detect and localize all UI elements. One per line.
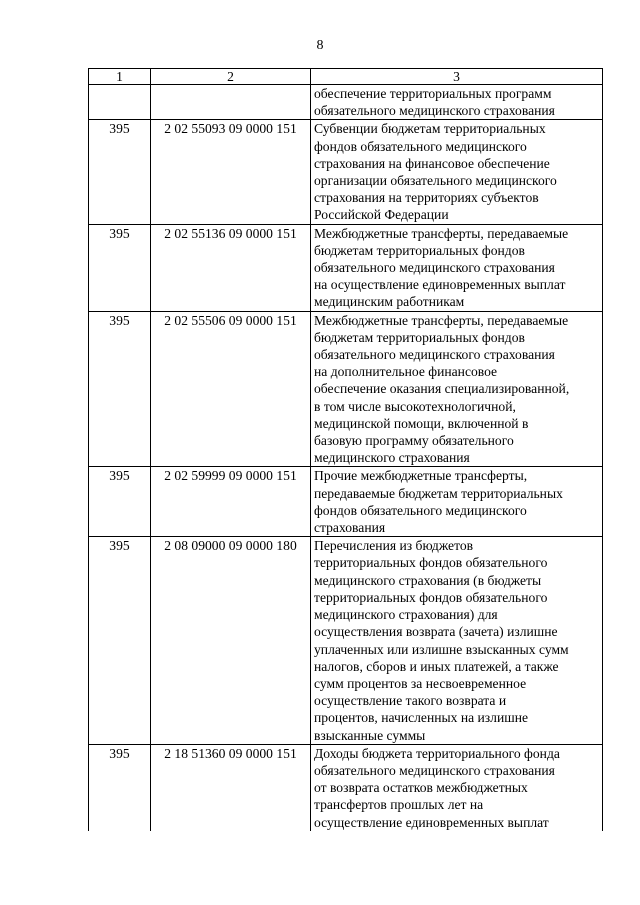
page-number: 8 — [316, 38, 324, 53]
description-cell — [311, 467, 603, 537]
column-header-1: 1 — [89, 69, 151, 85]
description-line: передаваемые бюджетам территориальных — [314, 485, 563, 501]
description-line: медицинского страхования — [314, 450, 470, 466]
description-line: Прочие межбюджетные трансферты, — [314, 468, 528, 484]
description-line: Субвенции бюджетам территориальных — [314, 121, 546, 137]
table-row — [89, 311, 603, 467]
budget-code-cell: 2 02 55136 09 0000 151 — [151, 224, 311, 311]
budget-code-cell — [151, 85, 311, 120]
description-line: осуществление единовременных выплат — [314, 814, 549, 830]
table-body — [89, 85, 603, 831]
admin-code-cell — [89, 85, 151, 120]
description-cell — [311, 744, 603, 831]
description-line: Российской Федерации — [314, 207, 449, 223]
description-line: фондов обязательного медицинского — [314, 502, 527, 518]
table-row — [89, 467, 603, 537]
description-line: осуществления возврата (зачета) излишне — [314, 624, 558, 640]
budget-code-cell: 2 02 55506 09 0000 151 — [151, 311, 311, 467]
description-line: организации обязательного медицинского — [314, 173, 557, 189]
description-line: обязательного медицинского страхования — [314, 762, 555, 778]
budget-classification-table — [88, 68, 603, 831]
description-cell — [311, 311, 603, 467]
budget-code-cell: 2 18 51360 09 0000 151 — [151, 744, 311, 831]
table-header-row — [89, 69, 603, 85]
description-cell — [311, 537, 603, 744]
description-line: бюджетам территориальных фондов — [314, 242, 525, 258]
description-line: обязательного медицинского страхования — [314, 103, 555, 119]
budget-code-cell: 2 02 55093 09 0000 151 — [151, 120, 311, 224]
description-line: медицинского страхования) для — [314, 607, 498, 623]
admin-code-cell: 395 — [89, 537, 151, 744]
description-line: обеспечение оказания специализированной, — [314, 381, 570, 397]
table-row — [89, 537, 603, 744]
description-line: Межбюджетные трансферты, передаваемые — [314, 312, 569, 328]
description-line: страхования на территориях субъектов — [314, 190, 539, 206]
admin-code-cell: 395 — [89, 224, 151, 311]
description-line: Перечисления из бюджетов — [314, 538, 474, 554]
description-line: медицинского страхования (в бюджеты — [314, 572, 542, 588]
admin-code-cell: 395 — [89, 744, 151, 831]
description-line: на осуществление единовременных выплат — [314, 277, 566, 293]
admin-code-cell: 395 — [89, 467, 151, 537]
table-row — [89, 120, 603, 224]
table-row — [89, 85, 603, 120]
description-line: бюджетам территориальных фондов — [314, 329, 525, 345]
description-line: территориальных фондов обязательного — [314, 589, 548, 605]
description-line: обязательного медицинского страхования — [314, 260, 555, 276]
description-line: фондов обязательного медицинского — [314, 138, 527, 154]
description-line: Доходы бюджета территориального фонда — [314, 745, 560, 761]
description-line: медицинским работникам — [314, 294, 465, 310]
description-line: взысканные суммы — [314, 727, 426, 743]
description-line: сумм процентов за несвоевременное — [314, 675, 527, 691]
column-header-3: 3 — [311, 69, 603, 85]
description-line: обеспечение территориальных программ — [314, 86, 552, 101]
description-line: обязательного медицинского страхования — [314, 347, 555, 363]
description-cell — [311, 120, 603, 224]
description-line: страхования — [314, 520, 386, 536]
budget-code-cell: 2 02 59999 09 0000 151 — [151, 467, 311, 537]
description-line: медицинской помощи, включенной в — [314, 415, 529, 431]
description-line: уплаченных или излишне взысканных сумм — [314, 641, 569, 657]
budget-code-cell: 2 08 09000 09 0000 180 — [151, 537, 311, 744]
description-line: страхования на финансовое обеспечение — [314, 155, 550, 171]
admin-code-cell: 395 — [89, 311, 151, 467]
description-line: на дополнительное финансовое — [314, 364, 498, 380]
description-line: территориальных фондов обязательного — [314, 555, 548, 571]
admin-code-cell: 395 — [89, 120, 151, 224]
table-row — [89, 744, 603, 831]
description-line: трансфертов прошлых лет на — [314, 797, 484, 813]
description-line: осуществление такого возврата и — [314, 693, 507, 709]
column-header-2: 2 — [151, 69, 311, 85]
description-line: процентов, начисленных на излишне — [314, 710, 529, 726]
table-row — [89, 224, 603, 311]
description-line: базовую программу обязательного — [314, 433, 514, 449]
description-line: Межбюджетные трансферты, передаваемые — [314, 225, 569, 241]
description-cell — [311, 85, 603, 120]
description-cell — [311, 224, 603, 311]
description-line: от возврата остатков межбюджетных — [314, 780, 528, 796]
description-line: налогов, сборов и иных платежей, а также — [314, 658, 559, 674]
description-line: в том числе высокотехнологичной, — [314, 398, 516, 414]
